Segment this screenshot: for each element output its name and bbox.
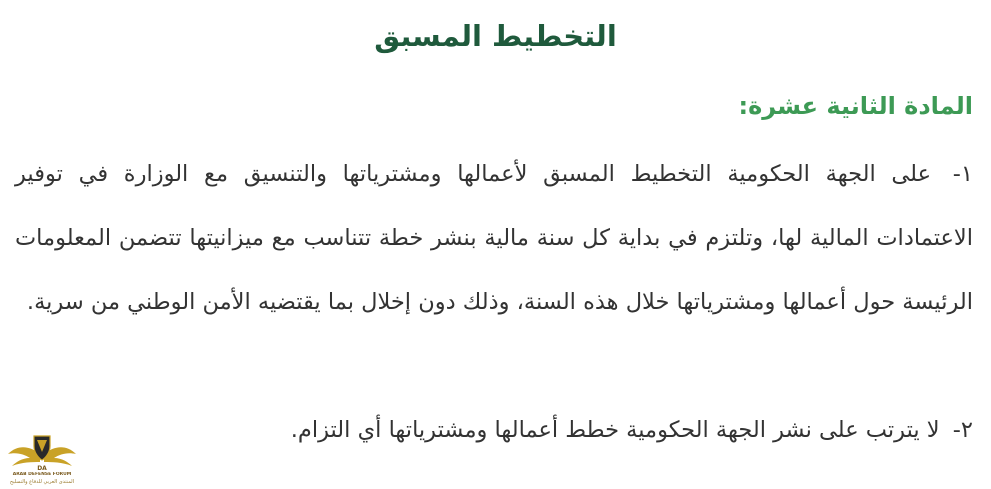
paragraph-text: على الجهة الحكومية التخطيط المسبق لأعمالها ومشترياتها والتنسيق مع الوزارة في توفير الاعتمادات المالية لها، وتلتزم في بداية كل سنة مالية بنشر خطة تتناسب مع ميزانيتها تتضمن المعلومات الرئيسة حول أعمالها ومشترياتها خلال هذه السنة، وذلك دون إخلال بما يقتضيه الأمن الوطني من سرية.: [15, 161, 973, 315]
paragraph-number: ٢-: [952, 417, 973, 443]
paragraph-text: لا يترتب على نشر الجهة الحكومية خطط أعمالها ومشترياتها أي التزام.: [290, 417, 940, 443]
eagle-shield-icon: [6, 432, 78, 472]
watermark-initials: DA: [37, 465, 47, 472]
paragraph-2: [15, 398, 973, 462]
paragraph-number: ١-: [952, 161, 974, 187]
watermark-arabic-name: المنتدى العربي للدفاع والتسليح: [9, 479, 75, 485]
page-title: التخطيط المسبق: [374, 19, 617, 53]
article-heading: المادة الثانية عشرة:: [738, 92, 973, 120]
paragraph-1: [15, 142, 973, 334]
watermark-english-name: ARAB DEFENSE FORUM: [12, 472, 72, 477]
forum-watermark-logo: [6, 432, 78, 486]
